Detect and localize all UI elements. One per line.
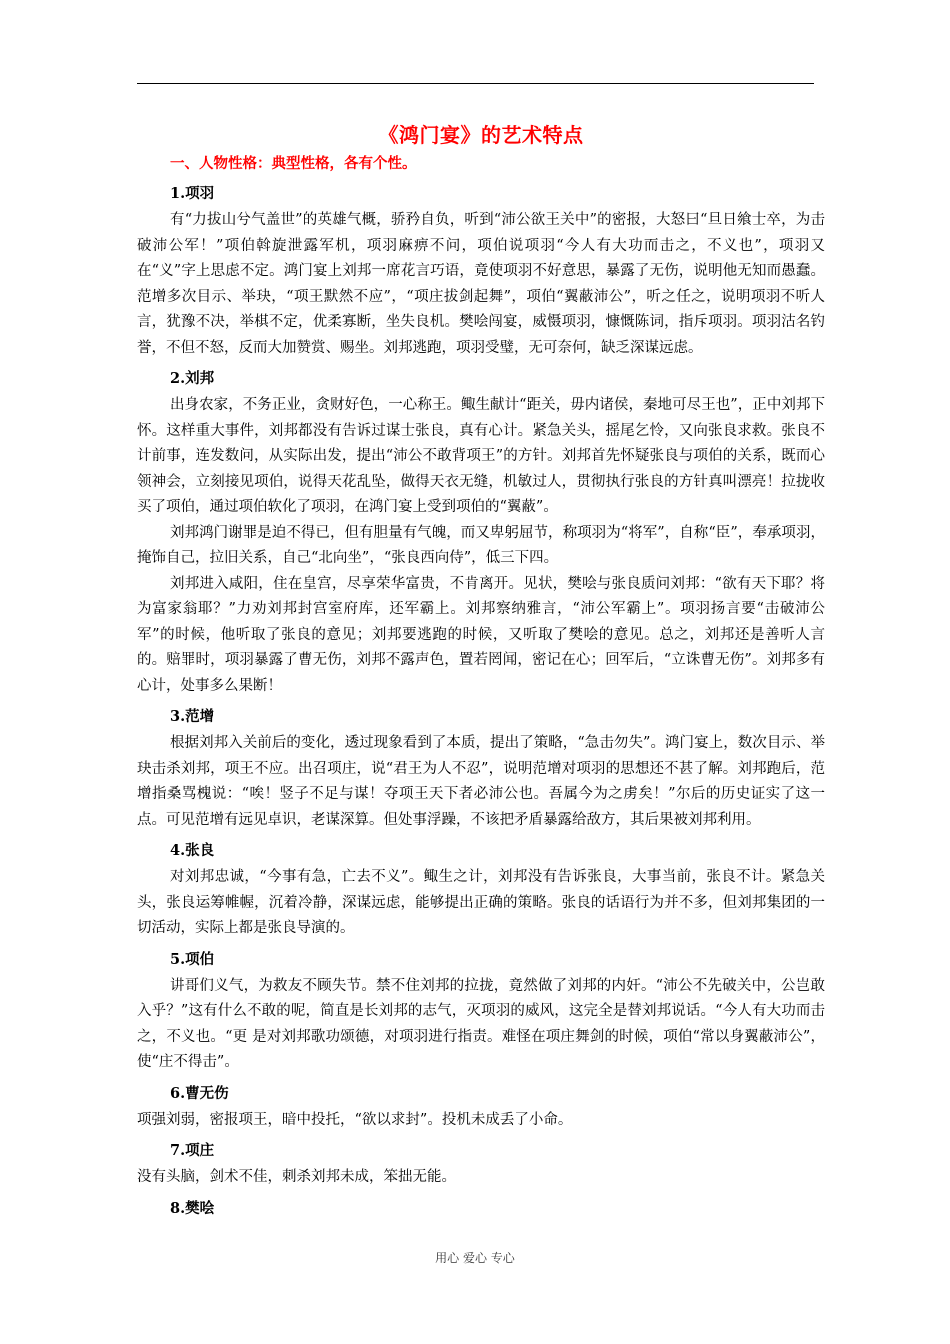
character-heading: 8.樊哙 — [170, 1199, 215, 1217]
paragraph: 讲哥们义气，为救友不顾失节。禁不住刘邦的拉拢，竟然做了刘邦的内奸。“沛公不先破关中，公岂敢入乎？”这有什么不敢的呢，简直是长刘邦的志气，灭项羽的威风，这完全是替刘邦说话。“今人有大功而击之，不义也。“更 是对刘邦歌功颂德，对项羽进行指责。难怪在项庄舞剑的时候，项伯“常以身翼蔽沛公”，使“庄不得击”。 — [137, 977, 825, 1070]
document-body — [137, 118, 825, 1223]
character-block-xiangyu — [137, 182, 825, 361]
character-block-xiangbo — [137, 948, 825, 1076]
paragraph: 没有头脑，剑术不佳，刺杀刘邦未成，笨拙无能。 — [137, 1169, 456, 1185]
paragraph: 项强刘弱，密报项王，暗中投托，“欲以求封”。投机未成丢了小命。 — [137, 1111, 573, 1128]
character-heading: 3.范增 — [170, 708, 215, 725]
character-heading: 2.刘邦 — [170, 370, 215, 387]
character-block-fankuai — [137, 1197, 825, 1221]
paragraph: 对刘邦忠诚，“今事有急，亡去不义”。鲰生之计，刘邦没有告诉张良，大事当前，张良不计。紧急关头，张良运筹帷幄，沉着冷静，深谋远虑，能够提出正确的策略。张良的话语行为并不多，但刘邦集团的一切活动，实际上都是张良导演的。 — [137, 869, 825, 936]
paragraph: 有“力拔山兮气盖世”的英雄气概，骄矜自负，听到“沛公欲王关中”的密报，大怒曰“旦日飨士卒，为击破沛公军！”项伯斡旋泄露军机，项羽麻痹不问，项伯说项羽“今人有大功而击之，不义也”，项羽又在“义”字上思虑不定。鸿门宴上刘邦一席花言巧语，竟使项羽不好意思，暴露了无伤，说明他无知而愚蠢。范增多次目示、举玦，“项王默然不应”，“项庄拔剑起舞”，项伯“翼蔽沛公”，听之任之，说明项羽不听人言，犹豫不决，举棋不定，优柔寡断，坐失良机。樊哙闯宴，威慑项羽，慷慨陈词，指斥项羽。项羽沽名钓誉，不但不怒，反而大加赞赏、赐坐。刘邦逃跑，项羽受璧，无可奈何，缺乏深谋远虑。 — [137, 212, 825, 356]
paragraph: 出身农家，不务正业，贪财好色，一心称王。鲰生献计“距关，毋内诸侯，秦地可尽王也”，正中刘邦下怀。这样重大事件，刘邦都没有告诉过谋士张良，真有心计。紧急关头，摇尾乞怜，又向张良求救。张良不计前事，连发数问，从实际出发，提出“沛公不敢背项王”的方针。刘邦首先怀疑张良与项伯的关系，既而心领神会，立刻接见项伯，说得天花乱坠，做得天衣无缝，机敏过人，贯彻执行张良的方针真叫漂亮！拉拢收买了项伯，通过项伯软化了项羽，在鸿门宴上受到项伯的“翼蔽”。 — [137, 397, 825, 515]
header-rule — [137, 83, 814, 84]
character-heading: 1.项羽 — [170, 185, 215, 202]
character-block-zhangliang — [137, 839, 825, 942]
section-heading: 一、人物性格：典型性格，各有个性。 — [170, 155, 417, 172]
character-block-xiangzhuang — [137, 1139, 825, 1191]
character-heading: 7.项庄 — [170, 1142, 215, 1159]
character-block-liubang — [137, 367, 825, 699]
paragraph: 刘邦鸿门谢罪是迫不得已，但有胆量有气魄，而又卑躬屈节，称项羽为“将军”，自称“臣”，奉承项羽，掩饰自己，拉旧关系，自己“北向坐”，“张良西向侍”，低三下四。 — [137, 524, 825, 566]
character-block-caowushang — [137, 1082, 825, 1134]
character-heading: 5.项伯 — [170, 950, 215, 968]
page-footer: 用心 爱心 专心 — [435, 1251, 515, 1265]
page-title: 《鸿门宴》的艺术特点 — [378, 123, 584, 147]
character-heading: 4.张良 — [170, 842, 215, 859]
paragraph: 根据刘邦入关前后的变化，透过现象看到了本质，提出了策略，“急击勿失”。鸿门宴上，数次目示、举玦击杀刘邦，项王不应。出召项庄，说“君王为人不忍”，说明范增对项羽的思想还不甚了解。刘邦跑后，范增指桑骂槐说：“唉！竖子不足与谋！夺项王天下者必沛公也。吾属今为之虏矣！”尔后的历史证实了这一点。可见范增有远见卓识，老谋深算。但处事浮躁，不该把矛盾暴露给敌方，其后果被刘邦利用。 — [137, 735, 825, 828]
character-heading: 6.曹无伤 — [170, 1084, 229, 1102]
character-block-fanzeng — [137, 705, 825, 833]
paragraph: 刘邦进入咸阳，住在皇宫，尽享荣华富贵，不肯离开。见状，樊哙与张良质问刘邦：“欲有天下耶？将为富家翁耶？”力劝刘邦封宫室府库，还军霸上。刘邦察纳雅言，“沛公军霸上”。项羽扬言要“击破沛公军”的时候，他听取了张良的意见；刘邦要逃跑的时候，又听取了樊哙的意见。总之，刘邦还是善听人言的。赔罪时，项羽暴露了曹无伤，刘邦不露声色，置若罔闻，密记在心；回军后，“立诛曹无伤”。刘邦多有心计，处事多么果断！ — [137, 575, 825, 694]
